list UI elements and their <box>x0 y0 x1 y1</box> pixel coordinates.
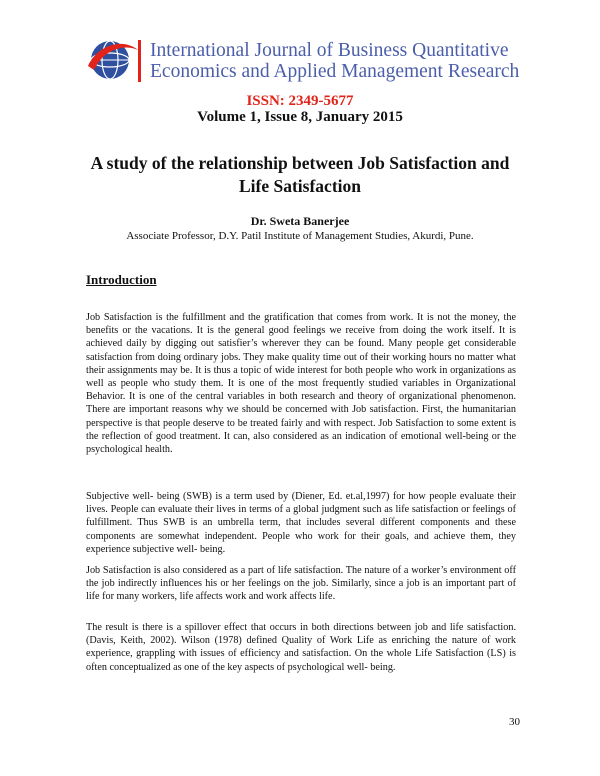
body-paragraph: Subjective well- being (SWB) is a term used by (Diener, Ed. et.al,1997) for how people evaluate their lives. People can evaluate their lives in terms of a global judgment such as life satisfaction or feelings of fulfillment. Thus SWB is an umbrella term, that includes several different components and these components are somewhat independent. People who work for their goals, and achieve them, they experience subjective well- being. <box>86 491 516 555</box>
page-number: 30 <box>509 716 520 728</box>
body-paragraph: Job Satisfaction is the fulfillment and the gratification that comes from work. It is not the money, the benefits or the vacations. It is the general good feelings we receive from doing the work itself. It is achieved daily by digging out satisfier’s wherever they can be found. Many people get considerable satisfaction from doing ordinary jobs. They make quality time out of their working hours no matter what their assignments may be. It is thus a topic of wide interest for both people who work in organizations as well as people who study them. It is one of the most frequently studied variables in Organizational Behavior. It is one of the central variables in both research and theory of organizational phenomenon. There are important reasons why we should be concerned with Job satisfaction. First, the humanitarian perspective is that people deserve to be treated fairly and with respect. Job Satisfaction to some extent is the reflection of good treatment. It can, also considered as an indication of emotional well-being or the psychological health. <box>86 312 516 456</box>
journal-header <box>86 36 546 86</box>
body-paragraph: Job Satisfaction is also considered as a part of life satisfaction. The nature of a worker’s environment off the job indirectly influences his or her feelings on the job. Similarly, since a job is an important part of life for many workers, life affects work and work affects life. <box>86 565 516 603</box>
body-paragraph: The result is there is a spillover effect that occurs in both directions between job and life satisfaction. (Davis, Keith, 2002). Wilson (1978) defined Quality of Work Life as enriching the nature of work experience, grappling with issues of efficiency and satisfaction. On the whole Life Satisfaction (LS) is often conceptualized as one of the key aspects of psychological well- being. <box>86 622 516 673</box>
paper-title <box>80 152 520 198</box>
issn: ISSN: 2349-5677 <box>246 93 354 109</box>
author-name: Dr. Sweta Banerjee <box>250 214 350 228</box>
journal-title <box>150 40 519 82</box>
paper-title-line1: A study of the relationship between Job Satisfaction and <box>90 153 510 173</box>
journal-logo-icon <box>86 36 144 86</box>
section-heading-introduction: Introduction <box>86 272 157 287</box>
journal-title-line1: International Journal of Business Quantitative <box>150 40 509 61</box>
journal-title-line2: Economics and Applied Management Research <box>150 61 520 82</box>
author-affiliation: Associate Professor, D.Y. Patil Institute of Management Studies, Akurdi, Pune. <box>126 230 474 242</box>
volume-issue: Volume 1, Issue 8, January 2015 <box>197 109 403 125</box>
paper-title-line2: Life Satisfaction <box>238 176 361 196</box>
